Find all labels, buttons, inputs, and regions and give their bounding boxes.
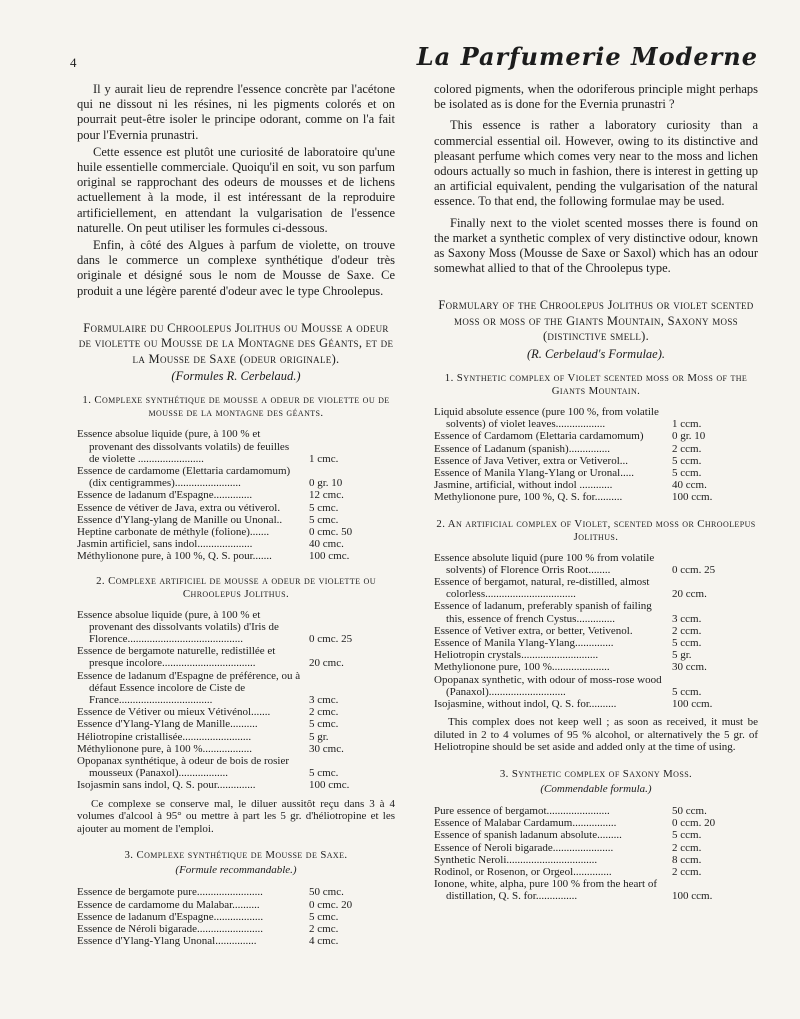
ingredient-name: Heptine carbonate de méthyle (folione)....... <box>77 525 270 538</box>
formula-row <box>77 514 395 526</box>
formula-row <box>434 661 758 673</box>
ingredient-name: Essence of Cardamom (Elettaria cardamomum) <box>434 430 644 443</box>
ingredient-quantity: 3 ccm. <box>672 612 702 625</box>
ingredient-name: Essence of Manila Ylang-Ylang.............. <box>434 636 614 649</box>
formula-row <box>77 428 395 465</box>
ingredient-quantity: 1 ccm. <box>672 418 702 431</box>
formula-row <box>434 866 758 878</box>
ingredient-name: Essence absolue liquide (pure, à 100 % et provenant des dissolvants volatils) d'Iris de Florence.......................................... <box>77 608 279 645</box>
ingredient-quantity: 0 ccm. 20 <box>672 817 716 830</box>
formula-row <box>77 550 395 562</box>
ingredient-quantity: 0 cmc. 25 <box>309 632 353 645</box>
journal-masthead: La Parfumerie Moderne <box>416 42 758 71</box>
section-subheading: (R. Cerbelaud's Formulae). <box>526 346 666 361</box>
formula-title: 3. Synthetic complex of Saxony Moss. <box>499 767 693 780</box>
paragraph: Cette essence est plutôt une curiosité de laboratoire qu'une huile essentielle commerciale. Quoiqu'il en soit, vu son parfum original se rapprochant des odeurs de mousses et de lichens actuellement à la mode, il est intéressant de la reproduire artificiellement, en attendant la vulgarisation de l'essence naturelle. On peut utiliser les formules ci-dessous. <box>77 144 395 235</box>
ingredient-quantity: 5 ccm. <box>672 685 702 698</box>
ingredient-name: Essence de bergamote naturelle, redistillée et presque incolore.................................. <box>77 645 276 670</box>
ingredient-name: Ionone, white, alpha, pure 100 % from the heart of distillation, Q. S. for............... <box>434 878 657 903</box>
ingredient-quantity: 5 gr. <box>672 649 692 662</box>
formula-row <box>77 935 395 947</box>
formula-row <box>434 842 758 854</box>
formula-row <box>434 854 758 866</box>
ingredient-quantity: 3 cmc. <box>309 694 339 706</box>
ingredient-quantity: 30 ccm. <box>672 661 707 674</box>
ingredient-name: Essence of ladanum, preferably spanish of failing this, essence of french Cystus.............. <box>434 600 652 625</box>
formula-title: 1. Synthetic complex of Violet scented moss or Moss of the Giants Mountain. <box>444 371 748 397</box>
ingredient-name: Héliotropine cristallisée......................... <box>77 730 252 743</box>
ingredient-name: Opopanax synthetic, with odour of moss-rose wood (Panaxol)............................ <box>434 673 662 698</box>
formula-title: 2. Complexe artificiel de mousse a odeur de violette ou Chroolepus Jolithus. <box>96 574 376 600</box>
formula-row <box>77 526 395 538</box>
ingredient-name: Essence de cardamome (Elettaria cardamomum) (dix centigrammes)........................ <box>77 464 291 490</box>
ingredient-quantity: 5 ccm. <box>672 829 702 842</box>
ingredient-quantity: 4 cmc. <box>309 935 339 948</box>
formula-title: 1. Complexe synthétique de mousse a odeur de violette ou de mousse de la montagne des géants. <box>82 394 390 420</box>
ingredient-quantity: 5 gr. <box>309 730 329 743</box>
formula-row <box>77 731 395 743</box>
formula-row <box>77 743 395 755</box>
ingredient-name: Isojasmin sans indol, Q. S. pour.............. <box>77 779 256 792</box>
left-column <box>77 82 395 947</box>
ingredient-quantity: 100 cmc. <box>309 550 350 563</box>
page-number: 4 <box>70 55 77 70</box>
section-subheading: (Formules R. Cerbelaud.) <box>171 369 301 384</box>
ingredient-name: Essence of Ladanum (spanish)............... <box>434 442 610 455</box>
ingredient-quantity: 40 ccm. <box>672 479 707 492</box>
ingredient-quantity: 50 cmc. <box>309 886 344 899</box>
ingredient-name: Essence of Java Vetiver, extra or Vetiverol... <box>434 454 629 467</box>
ingredient-name: Isojasmine, without indol, Q. S. for.......... <box>434 698 617 710</box>
ingredient-name: Rodinol, or Rosenon, or Orgeol.............. <box>434 866 612 878</box>
formula-row <box>77 706 395 718</box>
ingredient-quantity: 5 cmc. <box>309 513 339 526</box>
ingredient-name: Essence of Vetiver extra, or better, Vetivenol. <box>434 624 633 637</box>
ingredient-name: Methylionone pure, 100 %, Q. S. for.......... <box>434 491 623 504</box>
section-heading: Formulary of the Chroolepus Jolithus or violet scented moss or moss of the Giants Mountain, Saxony moss (distinctive smell). <box>438 298 754 344</box>
formula-row <box>77 718 395 730</box>
ingredient-name: Jasmin artificiel, sans indol.................... <box>77 538 253 551</box>
ingredient-name: Méthylionone pure, à 100 %.................. <box>77 742 253 755</box>
ingredient-quantity: 12 cmc. <box>309 489 344 502</box>
formula-row <box>434 674 758 698</box>
ingredient-quantity: 50 ccm. <box>672 804 707 817</box>
ingredient-quantity: 100 ccm. <box>672 698 713 710</box>
paragraph: Il y aurait lieu de reprendre l'essence concrète par l'acétone qui ne dissout ni les résines, ni les pigments colorés et on pourrait peut-être isoler le principe odorant, comme on l'a fait pour l'Evernia prunastri. <box>77 82 395 142</box>
formula-row <box>434 576 758 600</box>
formula-row <box>434 455 758 467</box>
ingredient-name: Essence of Malabar Cardamum................ <box>434 817 617 830</box>
formula-row <box>434 637 758 649</box>
formula-row <box>434 552 758 576</box>
formula-row <box>434 625 758 637</box>
formula-table <box>77 428 395 562</box>
ingredient-quantity: 2 cmc. <box>309 706 339 719</box>
formula-row <box>77 779 395 791</box>
formula-row <box>434 479 758 491</box>
ingredient-name: Essence of bergamot, natural, re-distilled, almost colorless................................. <box>434 575 650 601</box>
ingredient-quantity: 2 cmc. <box>309 923 339 936</box>
paragraph: Finally next to the violet scented mosses there is found on the market a synthetic complex of very distinctive odour, known as Saxony Moss (Mousse de Saxe or Saxol) which has an odour somewhat allied to that of the Chroolepus type. <box>434 215 758 276</box>
ingredient-name: Liquid absolute essence (pure 100 %, from volatile solvents) of violet leaves.................. <box>434 405 659 431</box>
ingredient-quantity: 0 cmc. 20 <box>309 898 353 911</box>
ingredient-quantity: 0 gr. 10 <box>309 477 343 490</box>
ingredient-name: Essence absolue liquide (pure, à 100 % et provenant des dissolvants volatils) de feuilles de violette ........................ <box>77 428 290 465</box>
ingredient-name: Essence of spanish ladanum absolute......... <box>434 829 622 842</box>
formula-row <box>434 467 758 479</box>
formula-row <box>434 829 758 841</box>
ingredient-name: Essence de ladanum d'Espagne.................. <box>77 910 264 923</box>
ingredient-name: Essence d'Ylang-ylang de Manille ou Unonal.. <box>77 513 283 526</box>
ingredient-quantity: 0 gr. 10 <box>672 430 706 443</box>
ingredient-name: Opopanax synthétique, à odeur de bois de rosier mousseux (Panaxol).................. <box>77 755 289 780</box>
ingredient-quantity: 5 ccm. <box>672 454 702 467</box>
paragraph: colored pigments, when the odoriferous principle might perhaps be isolated as is done for the Evernia prunastri ? <box>434 82 758 112</box>
formula-table <box>434 552 758 711</box>
ingredient-quantity: 5 ccm. <box>672 636 702 649</box>
formula-row <box>434 443 758 455</box>
ingredient-quantity: 1 cmc. <box>309 452 339 465</box>
ingredient-quantity: 20 cmc. <box>309 657 344 670</box>
formula-row <box>434 805 758 817</box>
formula-subtitle: (Formule recommandable.) <box>175 864 297 877</box>
ingredient-name: Essence d'Ylang-Ylang Unonal............... <box>77 935 257 948</box>
ingredient-quantity: 100 cmc. <box>309 779 350 792</box>
ingredient-name: Essence de cardamome du Malabar.......... <box>77 898 260 911</box>
ingredient-name: Heliotropin crystals............................ <box>434 649 599 662</box>
ingredient-name: Essence d'Ylang-Ylang de Manille.......... <box>77 718 258 731</box>
ingredient-quantity: 5 cmc. <box>309 767 339 780</box>
formula-row <box>77 502 395 514</box>
ingredient-quantity: 5 cmc. <box>309 718 339 731</box>
formula-note: Ce complexe se conserve mal, le diluer aussitôt reçu dans 3 à 4 volumes d'alcool à 95° ou mettre à part les 5 gr. d'héliotropine et les ajouter au moment de l'emploi. <box>77 797 395 835</box>
ingredient-name: Methylionone pure, 100 %..................... <box>434 661 610 674</box>
formula-row <box>77 923 395 935</box>
formula-row <box>434 817 758 829</box>
formula-table <box>77 609 395 792</box>
formula-row <box>77 899 395 911</box>
ingredient-quantity: 2 ccm. <box>672 841 702 854</box>
ingredient-quantity: 100 ccm. <box>672 491 713 504</box>
ingredient-name: Essence absolute liquid (pure 100 % from volatile solvents) of Florence Orris Root........ <box>434 551 655 576</box>
formula-subtitle: (Commendable formula.) <box>540 782 652 795</box>
ingredient-quantity: 2 ccm. <box>672 442 702 455</box>
formula-row <box>434 698 758 710</box>
formula-row <box>77 538 395 550</box>
formula-title: 3. Complexe synthétique de Mousse de Saxe. <box>124 849 348 862</box>
ingredient-name: Essence de ladanum d'Espagne de préférence, ou à défaut Essence incolore de Ciste de France.................................. <box>77 669 301 706</box>
ingredient-quantity: 100 ccm. <box>672 890 713 903</box>
ingredient-quantity: 8 ccm. <box>672 853 702 866</box>
formula-row <box>77 465 395 489</box>
ingredient-name: Synthetic Neroli................................. <box>434 853 598 866</box>
ingredient-quantity: 5 ccm. <box>672 466 702 479</box>
formula-note: This complex does not keep well ; as soon as received, it must be diluted in 2 to 4 volumes of 95 % alcohol, or alternatively the 5 gr. of Heliotropine should be set aside and added only at the time of using. <box>434 716 758 754</box>
ingredient-quantity: 30 cmc. <box>309 742 344 755</box>
paragraph: Enfin, à côté des Algues à parfum de violette, on trouve dans le commerce un complexe synthétique d'odeur très originale et désigné sous le nom de Mousse de Saxe. Ce produit a une légère parenté d'odeur avec le type Chroolepus. <box>77 238 395 298</box>
ingredient-name: Méthylionone pure, à 100 %, Q. S. pour....... <box>77 550 272 563</box>
paragraph: This essence is rather a laboratory curiosity than a commercial essential oil. However, owing to its distinctive and pleasant perfume which comes very near to the moss and lichen odours actually so much in fashion, there is interest in getting up an artificial equivalent, pending the vulgarisation of the natural essence. To that end, the following formulae may be used. <box>434 118 758 209</box>
ingredient-quantity: 2 ccm. <box>672 624 702 637</box>
formula-table <box>434 406 758 504</box>
ingredient-quantity: 0 cmc. 50 <box>309 525 353 538</box>
formula-row <box>77 609 395 646</box>
ingredient-quantity: 2 ccm. <box>672 866 702 878</box>
formula-row <box>434 406 758 430</box>
formula-row <box>77 755 395 779</box>
ingredient-name: Pure essence of bergamot....................... <box>434 804 610 817</box>
formula-row <box>77 645 395 669</box>
ingredient-name: Essence de vétiver de Java, extra ou vétiverol. <box>77 501 281 514</box>
section-heading: Formulaire du Chroolepus Jolithus ou Mousse a odeur de violette ou Mousse de la Montagne des Géants, et de la Mousse de Saxe (odeur originale). <box>78 320 394 366</box>
formula-row <box>434 878 758 902</box>
formula-row <box>77 670 395 707</box>
formula-row <box>434 649 758 661</box>
ingredient-quantity: 40 cmc. <box>309 538 344 551</box>
ingredient-name: Essence of Neroli bigarade...................... <box>434 841 614 854</box>
ingredient-quantity: 5 cmc. <box>309 501 339 514</box>
formula-row <box>434 430 758 442</box>
formula-table <box>434 805 758 903</box>
ingredient-name: Jasmine, artificial, without indol ............ <box>434 479 613 492</box>
right-column <box>434 82 758 903</box>
ingredient-quantity: 0 ccm. 25 <box>672 563 716 576</box>
ingredient-name: Essence de Néroli bigarade........................ <box>77 923 264 936</box>
formula-title: 2. An artificial complex of Violet, scented moss or Chroolepus Jolithus. <box>436 517 756 543</box>
formula-row <box>77 886 395 898</box>
ingredient-name: Essence de ladanum d'Espagne.............. <box>77 489 253 502</box>
ingredient-quantity: 5 cmc. <box>309 910 339 923</box>
ingredient-name: Essence de bergamote pure........................ <box>77 886 263 899</box>
formula-row <box>77 911 395 923</box>
formula-row <box>77 489 395 501</box>
formula-row <box>434 600 758 624</box>
ingredient-quantity: 20 ccm. <box>672 588 707 601</box>
ingredient-name: Essence de Vétiver ou mieux Vétivénol....... <box>77 706 271 719</box>
ingredient-name: Essence of Manila Ylang-Ylang or Uronal..... <box>434 466 634 479</box>
formula-table <box>77 886 395 947</box>
formula-row <box>434 491 758 503</box>
